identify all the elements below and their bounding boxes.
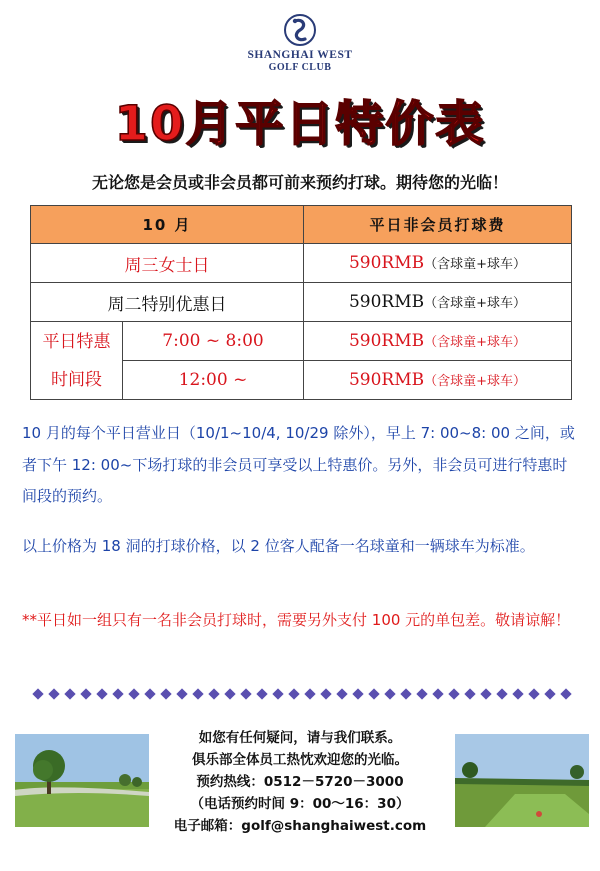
page-title: 10月平日特价表: [114, 96, 486, 152]
details-paragraph: 10 月的每个平日营业日（10/1~10/4, 10/29 除外），早上 7: 00~8: 00 之间，或者下午 12: 00~下场打球的非会员可享受以上特惠价。另外，非会员可进行特惠时间段的预约。: [22, 424, 575, 505]
swan-logo-icon: [283, 12, 317, 48]
diamond-icon: [400, 688, 411, 699]
contact-line: 俱乐部全体员工热忱欢迎您的光临。: [192, 752, 408, 768]
diamond-icon: [352, 688, 363, 699]
row-price: 590RMB（含球童+球车）: [304, 322, 572, 361]
diamond-icon: [112, 688, 123, 699]
diamond-icon: [128, 688, 139, 699]
table-row: [31, 283, 572, 322]
diamond-icon: [32, 688, 43, 699]
table-row: [31, 322, 572, 361]
special-period-label: [31, 322, 123, 400]
pricing-basis-paragraph: 以上价格为 18 洞的打球价格，以 2 位客人配备一名球童和一辆球车为标准。: [22, 537, 535, 555]
diamond-icon: [416, 688, 427, 699]
row-price: 590RMB（含球童+球车）: [304, 283, 572, 322]
diamond-divider: [34, 690, 570, 698]
special-label-line1: 平日特惠: [42, 331, 111, 352]
diamond-icon: [96, 688, 107, 699]
diamond-icon: [432, 688, 443, 699]
booking-hours: （电话预约时间 9：00～16：30）: [190, 796, 410, 812]
golf-course-photo-right: [455, 734, 589, 827]
special-time: 7:00 ~ 8:00: [123, 322, 304, 361]
diamond-icon: [336, 688, 347, 699]
diamond-icon: [224, 688, 235, 699]
table-header-row: [31, 206, 572, 244]
diamond-icon: [448, 688, 459, 699]
diamond-icon: [496, 688, 507, 699]
intro-text: 无论您是会员或非会员都可前来预约打球。期待您的光临！: [91, 173, 508, 192]
row-price: 590RMB（含球童+球车）: [304, 244, 572, 283]
surcharge-warning: **平日如一组只有一名非会员打球时，需要另外支付 100 元的单包差。敬请谅解！: [22, 611, 571, 629]
diamond-icon: [160, 688, 171, 699]
diamond-icon: [272, 688, 283, 699]
row-label: 周三女士日: [31, 244, 304, 283]
diamond-icon: [512, 688, 523, 699]
diamond-icon: [464, 688, 475, 699]
diamond-icon: [256, 688, 267, 699]
diamond-icon: [480, 688, 491, 699]
diamond-icon: [384, 688, 395, 699]
logo-subtitle: GOLF CLUB: [268, 62, 332, 73]
header-fee: 平日非会员打球费: [304, 206, 572, 244]
special-time: 12:00 ~: [123, 361, 304, 400]
diamond-icon: [240, 688, 251, 699]
contact-line: 如您有任何疑问，请与我们联系。: [198, 730, 402, 746]
diamond-icon: [320, 688, 331, 699]
row-price: 590RMB（含球童+球车）: [304, 361, 572, 400]
contact-info: [150, 727, 450, 837]
row-label: 周二特别优惠日: [31, 283, 304, 322]
diamond-icon: [64, 688, 75, 699]
club-logo: [0, 12, 600, 74]
golf-course-photo-left: [15, 734, 149, 827]
logo-name: SHANGHAI WEST: [247, 49, 353, 61]
email-address: 电子邮箱：golf@shanghaiwest.com: [173, 818, 427, 834]
diamond-icon: [544, 688, 555, 699]
diamond-icon: [48, 688, 59, 699]
phone-number: 预约热线：0512－5720－3000: [196, 774, 404, 790]
price-table: [30, 205, 572, 400]
table-row: [31, 244, 572, 283]
header-month: 10 月: [31, 206, 304, 244]
diamond-icon: [208, 688, 219, 699]
diamond-icon: [304, 688, 315, 699]
diamond-icon: [80, 688, 91, 699]
diamond-icon: [560, 688, 571, 699]
diamond-icon: [368, 688, 379, 699]
diamond-icon: [288, 688, 299, 699]
diamond-icon: [176, 688, 187, 699]
special-label-line2: 时间段: [51, 369, 102, 390]
diamond-icon: [528, 688, 539, 699]
diamond-icon: [144, 688, 155, 699]
diamond-icon: [192, 688, 203, 699]
